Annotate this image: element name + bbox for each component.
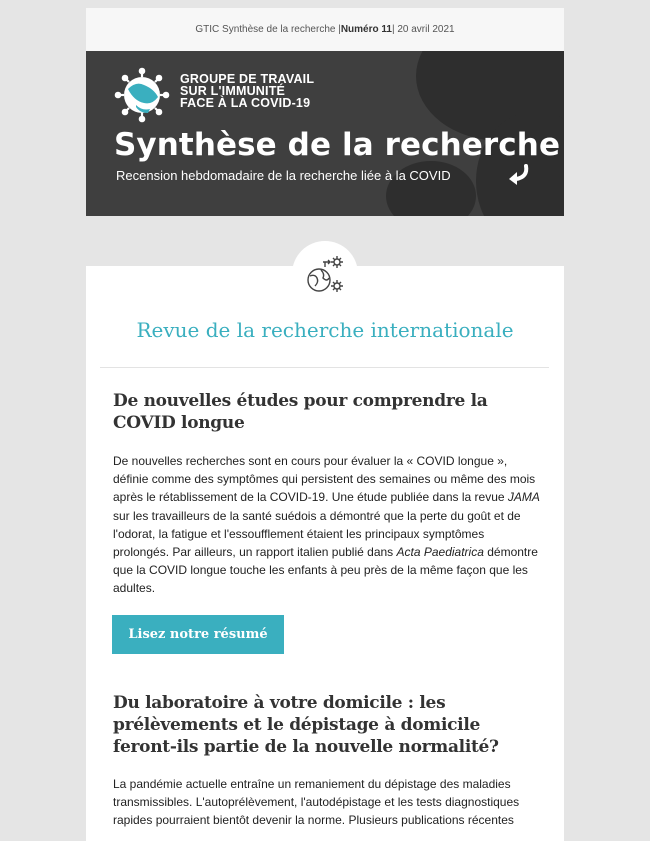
journal-name: Acta Paediatrica bbox=[396, 545, 484, 560]
article-body-text: sur les travailleurs de la santé suédois a démontré que la perte du goût et de l'odorat, la fatigue et l'essoufflement étaient les principaux symptômes prolongés. Par ailleurs, un rapport italien publié dans bbox=[113, 508, 521, 560]
globe-virus-icon bbox=[301, 250, 349, 298]
article-body-text: démontre que la COVID longue touche les enfants à peu près de la même façon que les adultes. bbox=[113, 545, 538, 596]
article-body bbox=[113, 452, 543, 598]
org-line: SUR L'IMMUNITÉ bbox=[180, 84, 286, 98]
issue-bar bbox=[86, 8, 564, 51]
newsletter-header bbox=[86, 8, 564, 216]
issue-bar-prefix: GTIC Synthèse de la recherche | bbox=[195, 24, 341, 35]
article-title: Du laboratoire à votre domicile : les prélèvements et le dépistage à domicile feront-ils partie de la nouvelle normalité? bbox=[113, 693, 499, 757]
read-summary-button[interactable]: Lisez notre résumé bbox=[112, 615, 284, 654]
divider bbox=[100, 367, 549, 368]
journal-name: JAMA bbox=[507, 490, 540, 505]
article-body: La pandémie actuelle entraîne un remaniement du dépistage des maladies transmissibles. L'autoprélèvement, l'autodépistage et les tests diagnostiques rapides pourraient bientôt devenir la norme. Plusieurs publications récentes bbox=[113, 777, 520, 828]
section-icon-badge bbox=[292, 241, 358, 307]
issue-number: Numéro 11 bbox=[340, 24, 392, 35]
hero-banner bbox=[86, 51, 564, 216]
article-body-text: De nouvelles recherches sont en cours pour évaluer la « COVID longue », définie comme des symptômes qui persistent des semaines ou même des mois après le rétablissement de la COVID-19. Une étude publiée dans la revue bbox=[113, 454, 536, 505]
article-title: De nouvelles études pour comprendre la COVID longue bbox=[113, 391, 488, 433]
org-name bbox=[180, 73, 314, 109]
org-line: FACE À LA COVID-19 bbox=[180, 96, 311, 110]
issue-date: | 20 avril 2021 bbox=[391, 24, 455, 35]
banner-title: Synthèse de la recherche bbox=[114, 127, 561, 163]
org-line: GROUPE DE TRAVAIL bbox=[180, 72, 315, 86]
section-title: Revue de la recherche internationale bbox=[136, 318, 514, 342]
curved-arrow-icon bbox=[506, 163, 530, 187]
content-card bbox=[86, 266, 564, 841]
banner-subtitle: Recension hebdomadaire de la recherche liée à la COVID bbox=[116, 168, 451, 183]
covid-task-force-logo-icon bbox=[114, 67, 170, 123]
